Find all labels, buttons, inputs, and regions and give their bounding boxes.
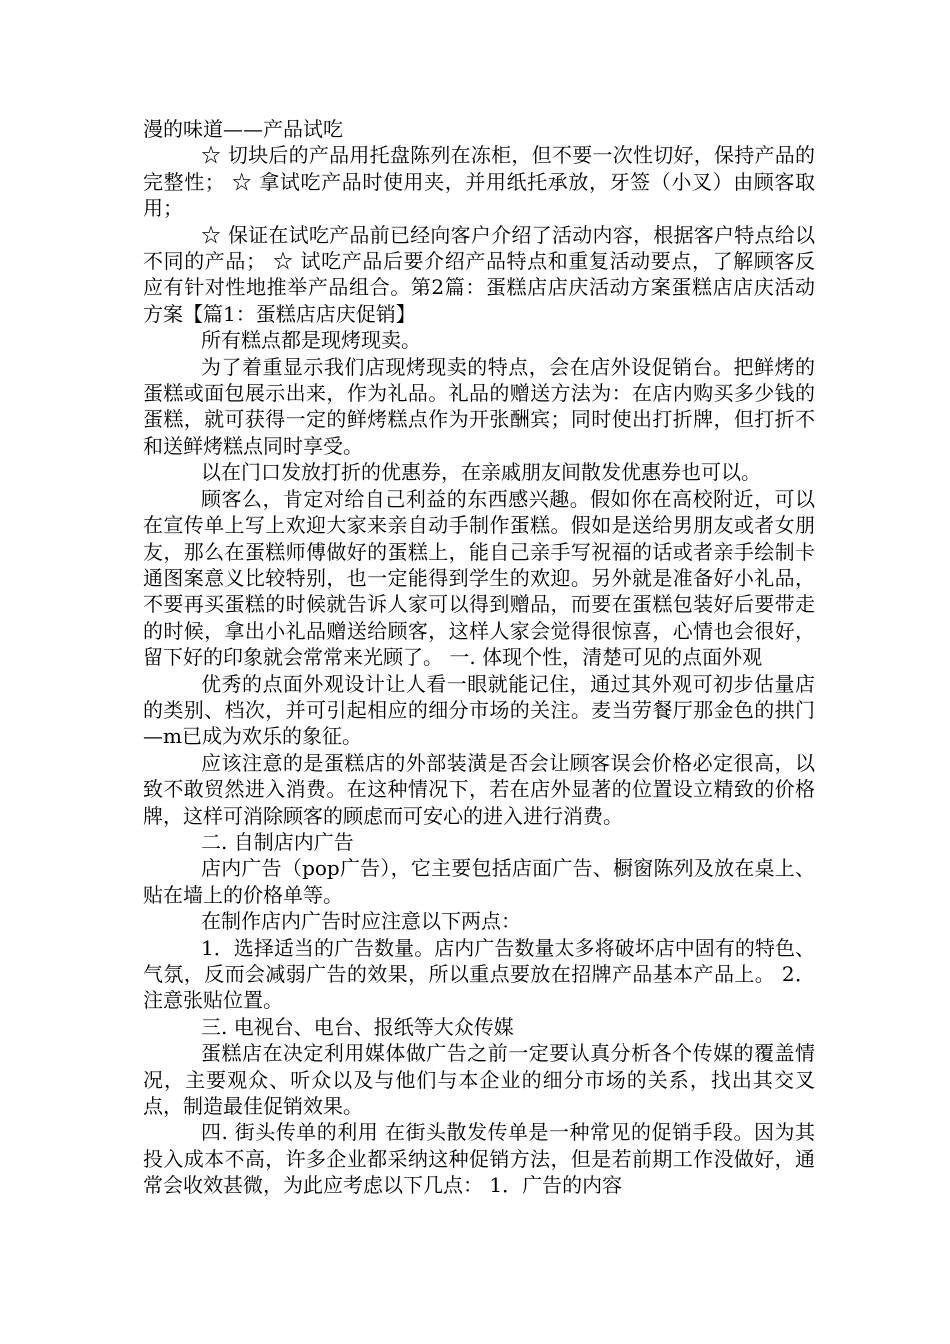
paragraph: 应该注意的是蛋糕店的外部装潢是否会让顾客误会价格必定很高，以致不敢贸然进入消费。在这种情况下，若在店外显著的位置设立精致的价格牌，这样可消除顾客的顾虑而可安心的进入进行消费。 (143, 750, 815, 828)
paragraph: 为了着重显示我们店现烤现卖的特点，会在店外设促销台。把鲜烤的蛋糕或面包展示出来，作为礼品。礼品的赠送方法为：在店内购买多少钱的蛋糕，就可获得一定的鲜烤糕点作为开张酬宾；同时使出打折牌，但打折不和送鲜烤糕点同时享受。 (143, 354, 815, 458)
paragraph: 四. 街头传单的利用 在街头散发传单是一种常见的促销手段。因为其投入成本不高，许多企业都采纳这种促销方法，但是若前期工作没做好，通常会收效甚微，为此应考虑以下几点： 1．广告的内容 (143, 1120, 815, 1198)
paragraph: 以在门口发放打折的优惠券，在亲戚朋友间散发优惠券也可以。 (201, 460, 761, 485)
paragraph: ☆ 保证在试吃产品前已经向客户介绍了活动内容，根据客户特点给以不同的产品； ☆ 试吃产品后要介绍产品特点和重复活动要点，了解顾客反应有针对性地推举产品组合。第2篇：蛋糕店店庆活动方案蛋糕店店庆活动方案【篇1：蛋糕店店庆促销】 (143, 222, 815, 326)
paragraph: 所有糕点都是现烤现卖。 (201, 328, 421, 353)
paragraph: 店内广告（pop广告），它主要包括店面广告、橱窗陈列及放在桌上、贴在墙上的价格单等。 (143, 856, 815, 907)
paragraph: 优秀的点面外观设计让人看一眼就能记住，通过其外观可初步估量店的类别、档次，并可引起相应的细分市场的关注。麦当劳餐厅那金色的拱门—m已成为欢乐的象征。 (143, 671, 815, 749)
paragraph: 在制作店内广告时应注意以下两点： (201, 909, 521, 934)
paragraph: 1．选择适当的广告数量。店内广告数量太多将破坏店中固有的特色、气氛，反而会减弱广告的效果，所以重点要放在招牌产品基本产品上。 2．注意张贴位置。 (143, 935, 815, 1013)
paragraph: ☆ 切块后的产品用托盘陈列在冻柜，但不要一次性切好，保持产品的完整性； ☆ 拿试吃产品时使用夹，并用纸托承放，牙签（小叉）由顾客取用； (143, 143, 815, 221)
document-page (143, 116, 815, 1199)
paragraph: 顾客么，肯定对给自己利益的东西感兴趣。假如你在高校附近，可以在宣传单上写上欢迎大家来亲自动手制作蛋糕。假如是送给男朋友或者女朋友，那么在蛋糕师傅做好的蛋糕上，能自己亲手写祝福的话或者亲手绘制卡通图案意义比较特别，也一定能得到学生的欢迎。另外就是准备好小礼品，不要再买蛋糕的时候就告诉人家可以得到赠品，而要在蛋糕包装好后要带走的时候，拿出小礼品赠送给顾客，这样人家会觉得很惊喜，心情也会很好，留下好的印象就会常常来光顾了。 一. 体现个性，清楚可见的点面外观 (143, 486, 815, 670)
section-heading: 二. 自制店内广告 (201, 829, 354, 854)
paragraph: 蛋糕店在决定利用媒体做广告之前一定要认真分析各个传媒的覆盖情况，主要观众、听众以及与他们与本企业的细分市场的关系，找出其交叉点，制造最佳促销效果。 (143, 1041, 815, 1119)
section-heading: 三. 电视台、电台、报纸等大众传媒 (201, 1014, 514, 1039)
paragraph: 漫的味道——产品试吃 (143, 117, 343, 141)
